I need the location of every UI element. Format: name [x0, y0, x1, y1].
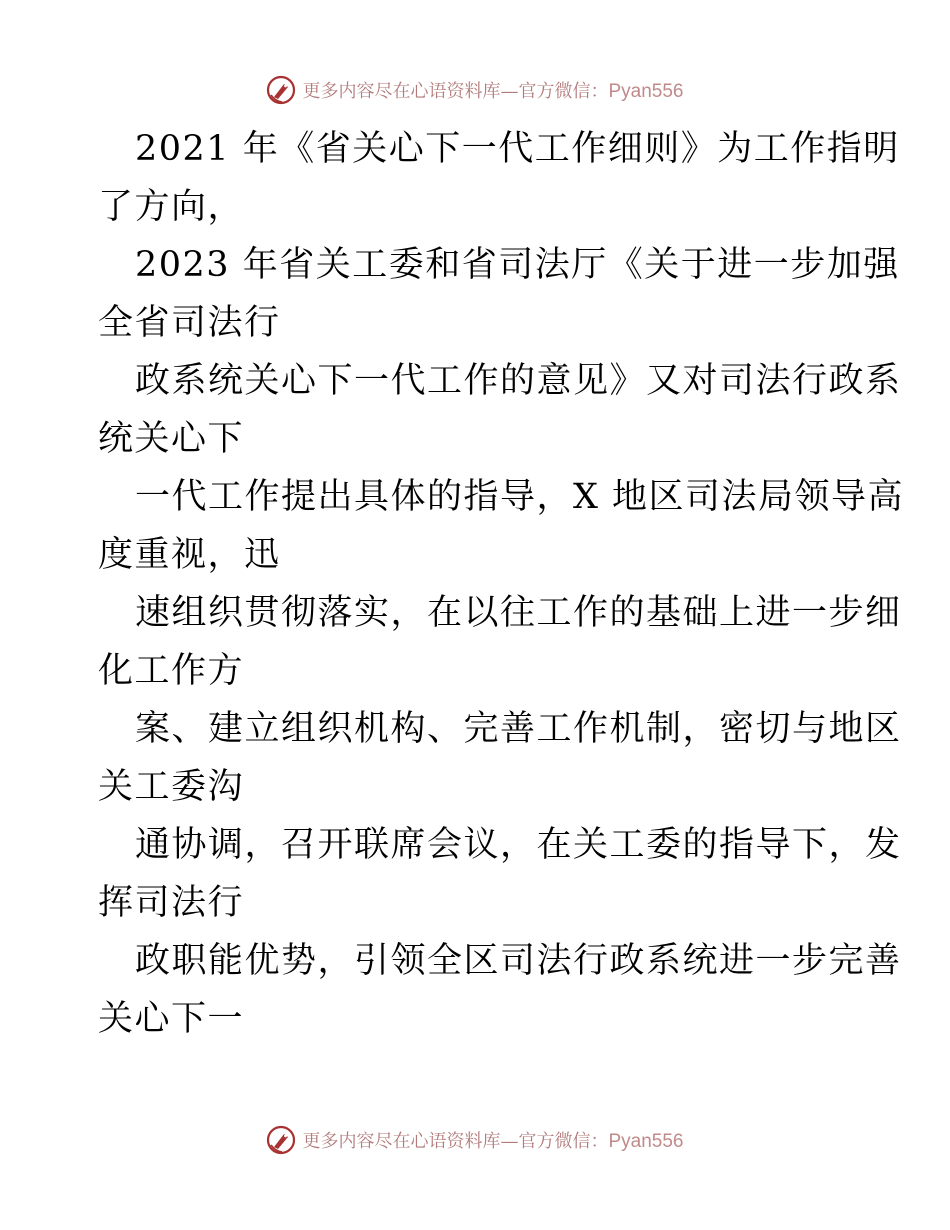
pen-nib-logo-icon: [266, 75, 296, 105]
watermark-text: 更多内容尽在心语资料库—官方微信：Pyan556: [302, 81, 684, 102]
footer-watermark: [0, 1122, 950, 1158]
text-line: 案、建立组织机构、完善工作机制，密切与地区: [135, 709, 902, 749]
text-line: 2021 年《省关心下一代工作细则》为工作指明: [135, 129, 900, 169]
text-line: 通协调，召开联席会议，在关工委的指导下，发: [135, 825, 902, 865]
text-line: 一代工作提出具体的指导，X 地区司法局领导高: [135, 477, 905, 517]
text-line: 度重视，迅: [98, 535, 281, 575]
header-watermark: [0, 72, 950, 108]
text-line: 挥司法行: [98, 883, 245, 923]
watermark-text: 更多内容尽在心语资料库—官方微信：Pyan556: [302, 1131, 684, 1152]
pen-nib-logo-icon: [266, 1125, 296, 1155]
text-line: 化工作方: [98, 651, 245, 691]
text-line: 全省司法行: [98, 303, 281, 343]
text-line: 关工委沟: [98, 767, 245, 807]
text-line: 了方向，: [98, 187, 245, 227]
text-line: 速组织贯彻落实，在以往工作的基础上进一步细: [135, 593, 902, 633]
text-line: 关心下一: [98, 999, 245, 1039]
text-line: 政系统关心下一代工作的意见》又对司法行政系: [135, 361, 902, 401]
text-line: 统关心下: [98, 419, 245, 459]
text-line: 2023 年省关工委和省司法厅《关于进一步加强: [135, 245, 900, 285]
document-body: [98, 120, 905, 1048]
text-line: 政职能优势，引领全区司法行政系统进一步完善: [135, 941, 902, 981]
